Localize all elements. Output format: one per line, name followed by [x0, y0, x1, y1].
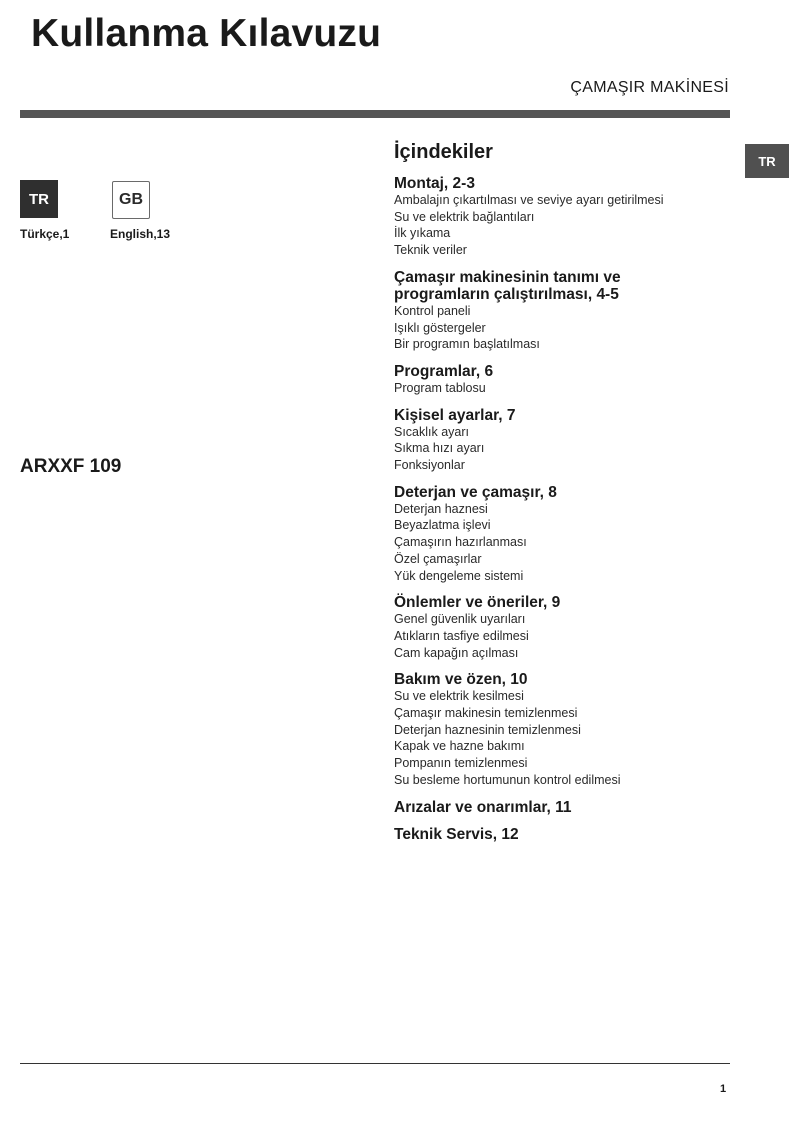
page-title: Kullanma Kılavuzu [31, 12, 382, 55]
toc-item-list [394, 424, 714, 474]
toc-item[interactable]: Deterjan haznesi [394, 501, 488, 516]
toc-section [394, 175, 714, 259]
toc-item[interactable]: Pompanın temizlenmesi [394, 756, 528, 771]
toc-item-list [394, 501, 714, 585]
toc-section [394, 594, 714, 661]
language-label-tr[interactable]: Türkçe,1 [20, 227, 70, 241]
toc-item[interactable]: Sıcaklık ayarı [394, 424, 470, 439]
toc-item[interactable]: Teknik veriler [394, 243, 467, 258]
toc-item[interactable]: Atıkların tasfiye edilmesi [394, 628, 529, 643]
toc-title: İçindekiler [394, 141, 493, 163]
toc-section [394, 363, 714, 397]
toc-item[interactable]: Ambalajın çıkartılması ve seviye ayarı getirilmesi [394, 193, 664, 207]
toc-section [394, 407, 714, 474]
toc-section-heading[interactable]: Arızalar ve onarımlar, 11 [394, 798, 572, 816]
model-number: ARXXF 109 [20, 456, 122, 477]
toc-item[interactable]: Su ve elektrik kesilmesi [394, 689, 524, 704]
header-divider [20, 110, 730, 118]
toc-section-heading[interactable]: Programlar, 6 [394, 362, 494, 380]
toc-item-list [394, 303, 714, 353]
toc-section-heading[interactable]: Teknik Servis, 12 [394, 825, 519, 843]
toc-sections [394, 175, 714, 843]
toc-section-heading[interactable]: Montaj, 2-3 [394, 175, 475, 192]
toc-item-list [394, 380, 714, 397]
language-label-gb[interactable]: English,13 [110, 227, 171, 241]
toc-section-heading[interactable]: Önlemler ve öneriler, 9 [394, 594, 561, 612]
toc-item[interactable]: Beyazlatma işlevi [394, 518, 491, 533]
toc-item[interactable]: İlk yıkama [394, 226, 451, 241]
toc-item[interactable]: Bir programın başlatılması [394, 337, 540, 352]
toc-item[interactable]: Fonksiyonlar [394, 458, 465, 473]
toc-item[interactable]: Program tablosu [394, 380, 486, 395]
toc-item[interactable]: Özel çamaşırlar [394, 551, 482, 566]
toc-item[interactable]: Kontrol paneli [394, 303, 471, 318]
toc-item[interactable]: Genel güvenlik uyarıları [394, 612, 526, 627]
toc-section-heading[interactable]: Deterjan ve çamaşır, 8 [394, 483, 557, 501]
toc-item[interactable]: Sıkma hızı ayarı [394, 441, 485, 456]
language-badge-gb[interactable]: GB [112, 181, 150, 219]
toc-section [394, 826, 714, 843]
toc-item[interactable]: Kapak ve hazne bakımı [394, 739, 525, 754]
toc-item[interactable]: Deterjan haznesinin temizlenmesi [394, 722, 581, 737]
page-number: 1 [720, 1083, 727, 1095]
table-of-contents [394, 140, 714, 853]
toc-section [394, 671, 714, 788]
toc-section [394, 799, 714, 816]
toc-section-heading[interactable]: Çamaşır makinesinin tanımı ve programların çalıştırılması, 4-5 [394, 268, 621, 303]
toc-section-heading[interactable]: Kişisel ayarlar, 7 [394, 406, 516, 424]
toc-section-heading[interactable]: Bakım ve özen, 10 [394, 671, 528, 689]
toc-item[interactable]: Cam kapağın açılması [394, 645, 519, 660]
toc-item[interactable]: Su ve elektrik bağlantıları [394, 209, 535, 224]
footer-divider [20, 1063, 730, 1064]
toc-item[interactable]: Yük dengeleme sistemi [394, 568, 524, 583]
toc-section [394, 269, 714, 353]
toc-section [394, 484, 714, 585]
language-badge-tr[interactable]: TR [20, 180, 58, 218]
document-subtitle: ÇAMAŞIR MAKİNESİ [570, 79, 729, 96]
language-side-tab: TR [745, 144, 789, 178]
toc-item[interactable]: Çamaşırın hazırlanması [394, 535, 527, 550]
toc-item-list [394, 192, 714, 259]
toc-item-list [394, 611, 714, 661]
toc-item[interactable]: Işıklı göstergeler [394, 320, 486, 335]
toc-item-list [394, 688, 714, 788]
toc-item[interactable]: Çamaşır makinesin temizlenmesi [394, 706, 578, 721]
toc-item[interactable]: Su besleme hortumunun kontrol edilmesi [394, 772, 621, 787]
